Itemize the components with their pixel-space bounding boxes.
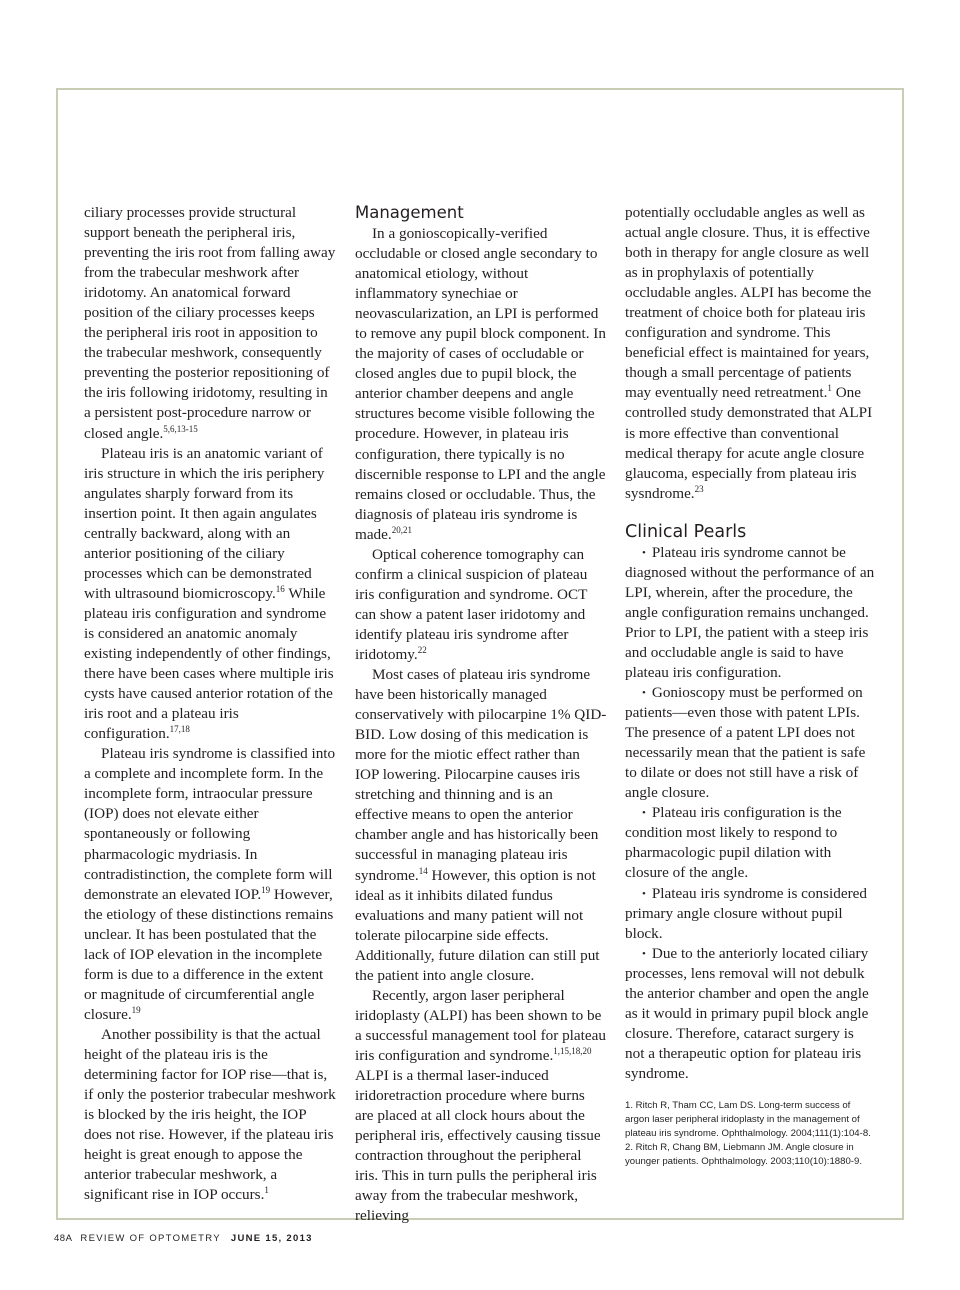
pearl-item: • Plateau iris syndrome cannot be diagnosed without the performance of an LPI, wherein, after the procedure, the angle configuration remains unchanged. Prior to LPI, the patient with a steep iris and occludable angle is said to have plateau iris configuration. [625,543,875,681]
citation: 19 [261,884,271,895]
bullet-icon: • [642,687,646,700]
reference-item: 2. Ritch R, Chang BM, Liebmann JM. Angle closure in younger patients. Ophthalmology. 2003;110(10):1880-9. [625,1141,862,1167]
citation: 1 [264,1185,269,1196]
column-middle [355,203,607,1226]
paragraph: Most cases of plateau iris syndrome have been historically managed conservatively with pilocarpine 1% QID-BID. Low dosing of this medication is more for the miotic effect rather than IOP lowering. Pilocarpine causes iris stretching and thinning and is an effective means to open the anterior chamber angle and has historically been successful in managing plateau iris syndrome.$^{14}$ However, this option is not ideal as it inhibits dilated fundus evaluations and many patient will not tolerate pilocarpine side effects. Additionally, future dilation can still put the patient into angle closure. [355,666,607,984]
paragraph: Plateau iris is an anatomic variant of iris structure in which the iris periphery angulates sharply forward from its insertion point. It then again angulates centrally backward, along with an anterior positioning of the ciliary processes which can be demonstrated with ultrasound biomicroscopy.$^{16}$ While plateau iris configuration and syndrome is considered an anatomic anomaly existing independently of other findings, there have been cases where multiple iris cysts have caused anterior rotation of the iris root and a plateau iris configuration.$^{17,18}$ [84,444,334,743]
citation: 17,18 [169,724,190,735]
pearl-item: • Plateau iris configuration is the condition most likely to respond to pharmacologic pupil dilation with closure of the angle. [625,804,842,882]
paragraph: In a gonioscopically-verified occludable or closed angle secondary to anatomical etiology, without inflammatory synechiae or neovascularization, an LPI is performed to remove any pupil block component. In the majority of cases of occludable or closed angles due to pupil block, the anterior chamber deepens and angle structures become visible following the procedure. However, in plateau iris configuration, there typically is no discernible response to LPI and the angle remains closed or occludable. Thus, the diagnosis of plateau iris syndrome is made.$^{20,21}$ [355,225,606,543]
issue-date: JUNE 15, 2013 [230,1233,313,1244]
paragraph: Optical coherence tomography can confirm a clinical suspicion of plateau iris configuration and syndrome. OCT can show a patent laser iridotomy and identify plateau iris syndrome after iridotomy.$^{22}$ [355,545,588,663]
references [625,1099,877,1169]
citation: 19 [131,1004,141,1015]
column-left [84,203,336,1205]
bullet-icon: • [642,947,646,960]
page-footer [54,1233,313,1244]
section-heading-management: Management [355,203,464,222]
reference-item: 1. Ritch R, Tham CC, Lam DS. Long-term success of argon laser peripheral iridoplasty in the management of plateau iris syndrome. Ophthalmology. 2004;111(1):104-8. [625,1099,871,1139]
citation: 5,6,13-15 [163,423,198,434]
bullet-icon: • [642,546,646,559]
bullet-icon: • [642,807,646,820]
section-heading-clinical-pearls: Clinical Pearls [625,521,747,542]
pearl-item: • Gonioscopy must be performed on patients—even those with patent LPIs. The presence of a patent LPI does not necessarily mean that the patient is safe to dilate or does not still have a risk of angle closure. [625,684,866,802]
citation: 1 [827,383,832,394]
pearl-item: • Plateau iris syndrome is considered primary angle closure without pupil block. [625,884,867,942]
paragraph: potentially occludable angles as well as actual angle closure. Thus, it is effective both in therapy for angle closure as well as in prophylaxis of potentially occludable angles. ALPI has become the treatment of choice both for plateau iris configuration and syndrome. This beneficial effect is maintained for years, though a small percentage of patients may eventually need retreatment.$^1$ One controlled study demonstrated that ALPI is more effective than conventional medical therapy for acute angle closure glaucoma, especially from plateau iris sysndrome.$^{23}$ [625,204,873,502]
paragraph: ciliary processes provide structural support beneath the peripheral iris, preventing the iris root from falling away from the trabecular meshwork after iridotomy. An anatomical forward position of the ciliary processes keeps the peripheral iris root in apposition to the trabecular meshwork, consequently preventing the posterior repositioning of the iris following iridotomy, resulting in a persistent post-procedure narrow or closed angle.$^{5,6,13-15}$ [84,204,336,442]
citation: 1,15,18,20 [553,1045,592,1056]
pearl-item: • Due to the anteriorly located ciliary processes, lens removal will not debulk the anterior chamber and open the angle as it would in primary pupil block angle closure. Therefore, cataract surgery is not a therapeutic option for plateau iris syndrome. [625,944,869,1082]
bullet-icon: • [642,887,646,900]
paragraph: Plateau iris syndrome is classified into a complete and incomplete form. In the incomplete form, intraocular pressure (IOP) does not elevate either spontaneously or following pharmacologic mydriasis. In contradistinction, the complete form will demonstrate an elevated IOP.$^{19}$ However, the etiology of these distinctions remains unclear. It has been postulated that the lack of IOP elevation in the incomplete form is due to a difference in the extent or magnitude of circumferential angle closure.$^{19}$ [84,745,336,1023]
publication-name: REVIEW OF OPTOMETRY [80,1233,221,1244]
citation: 23 [694,483,704,494]
citation: 14 [418,865,428,876]
paragraph: Another possibility is that the actual height of the plateau iris is the determining factor for IOP rise—that is, if only the posterior trabecular meshwork is blocked by the iris height, the IOP does not rise. However, if the plateau iris height is great enough to appose the anterior trabecular meshwork, a significant rise in IOP occurs.$^1$ [84,1025,336,1204]
column-right [625,203,877,1169]
paragraph: Recently, argon laser peripheral iridoplasty (ALPI) has been shown to be a successful management tool for plateau iris configuration and syndrome.$^{1,15,18,20}$ ALPI is a thermal laser-induced iridoretraction procedure where burns are placed at all clock hours about the peripheral iris, effectively causing tissue contraction throughout the peripheral iris. This in turn pulls the peripheral iris away from the trabecular meshwork, relieving [355,986,606,1225]
citation: 16 [275,583,285,594]
citation: 22 [417,644,427,655]
citation: 20,21 [391,524,412,535]
page-number: 48A [54,1233,73,1244]
